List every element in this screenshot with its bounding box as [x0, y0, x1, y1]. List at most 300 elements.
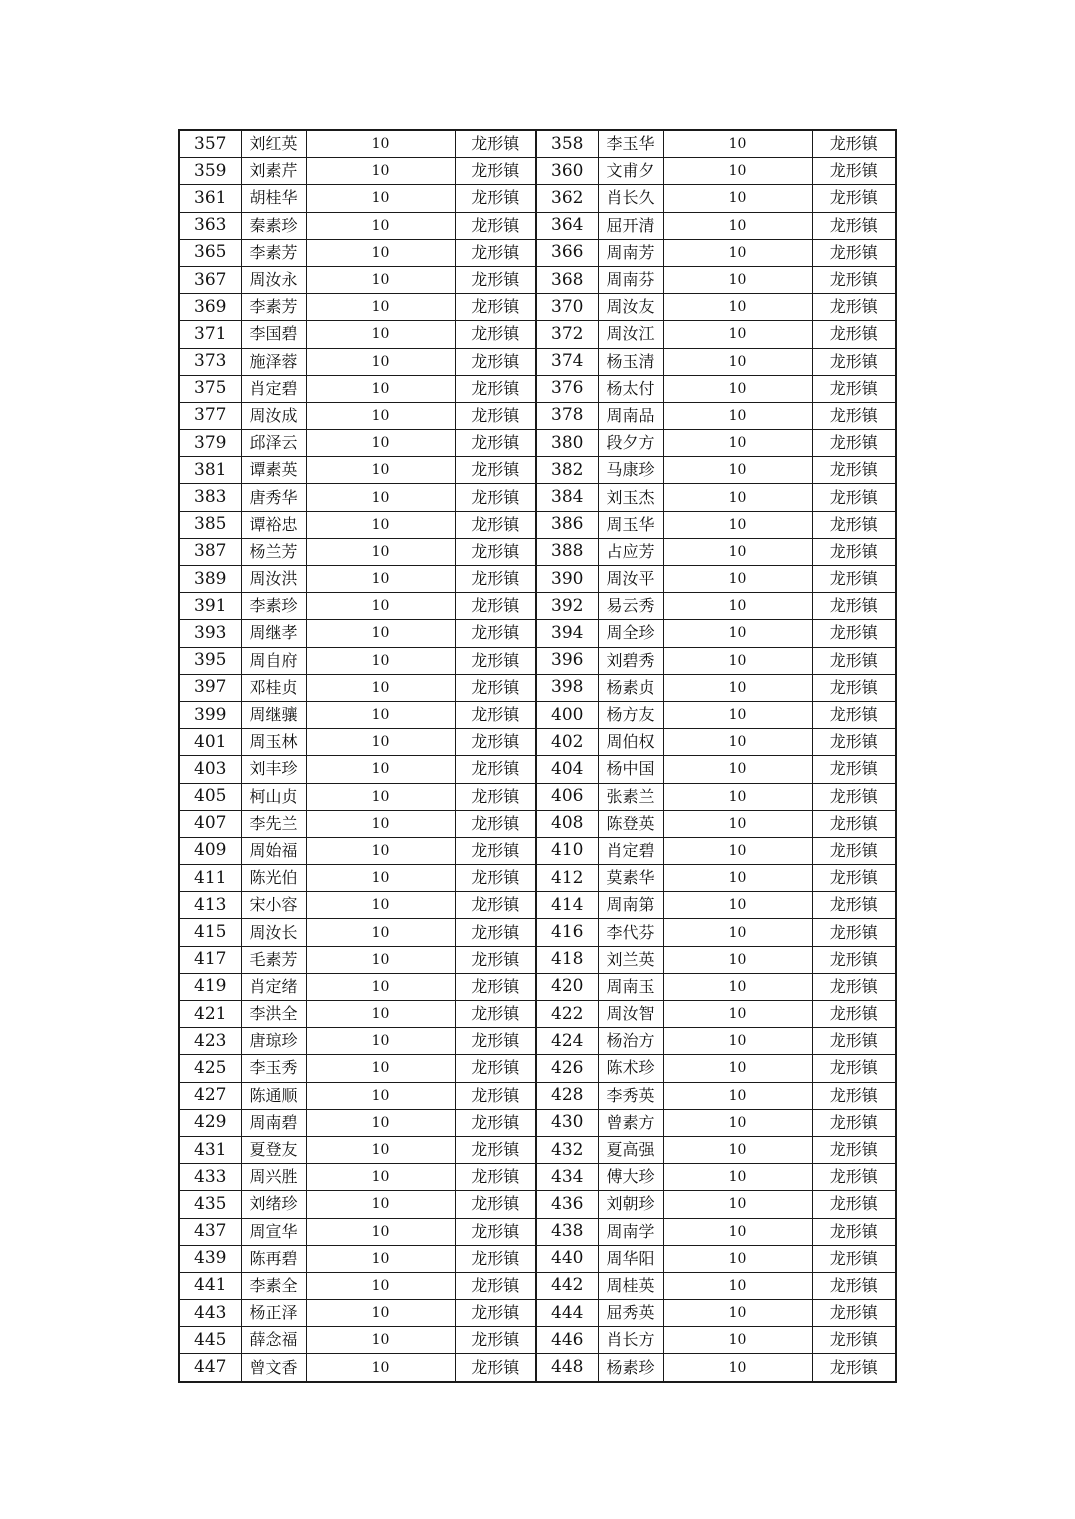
left-person-name-cell: 肖定碧 [241, 375, 306, 402]
left-amount-cell: 10 [306, 756, 455, 783]
left-town-name-cell: 龙形镇 [455, 294, 536, 321]
right-amount-cell: 10 [663, 185, 812, 212]
right-entry-number-cell: 432 [536, 1136, 598, 1163]
left-town-name-cell: 龙形镇 [455, 1109, 536, 1136]
right-entry-number-cell: 364 [536, 212, 598, 239]
left-entry-number-cell: 401 [179, 729, 241, 756]
left-person-name-cell: 毛素芳 [241, 946, 306, 973]
right-person-name-cell: 刘碧秀 [598, 647, 663, 674]
left-town-name-cell: 龙形镇 [455, 158, 536, 185]
right-entry-number-cell: 436 [536, 1191, 598, 1218]
right-town-name-cell: 龙形镇 [812, 1001, 896, 1028]
right-entry-number-cell: 428 [536, 1082, 598, 1109]
table-row [179, 647, 896, 674]
left-entry-number-cell: 365 [179, 239, 241, 266]
left-person-name-cell: 唐秀华 [241, 484, 306, 511]
left-person-name-cell: 谭素英 [241, 457, 306, 484]
right-town-name-cell: 龙形镇 [812, 837, 896, 864]
right-person-name-cell: 文甫夕 [598, 158, 663, 185]
right-person-name-cell: 周汝江 [598, 321, 663, 348]
left-amount-cell: 10 [306, 674, 455, 701]
right-entry-number-cell: 426 [536, 1055, 598, 1082]
left-town-name-cell: 龙形镇 [455, 892, 536, 919]
right-person-name-cell: 周南品 [598, 402, 663, 429]
right-amount-cell: 10 [663, 783, 812, 810]
right-amount-cell: 10 [663, 511, 812, 538]
right-amount-cell: 10 [663, 892, 812, 919]
left-person-name-cell: 李素珍 [241, 593, 306, 620]
right-entry-number-cell: 416 [536, 919, 598, 946]
left-town-name-cell: 龙形镇 [455, 1028, 536, 1055]
table-row [179, 212, 896, 239]
left-entry-number-cell: 403 [179, 756, 241, 783]
left-entry-number-cell: 439 [179, 1245, 241, 1272]
left-amount-cell: 10 [306, 484, 455, 511]
right-amount-cell: 10 [663, 1082, 812, 1109]
table-row [179, 973, 896, 1000]
table-row [179, 457, 896, 484]
left-entry-number-cell: 433 [179, 1164, 241, 1191]
right-town-name-cell: 龙形镇 [812, 321, 896, 348]
right-amount-cell: 10 [663, 402, 812, 429]
roster-body [179, 130, 896, 1382]
right-entry-number-cell: 412 [536, 865, 598, 892]
right-person-name-cell: 夏高强 [598, 1136, 663, 1163]
right-town-name-cell: 龙形镇 [812, 158, 896, 185]
right-entry-number-cell: 414 [536, 892, 598, 919]
left-person-name-cell: 周兴胜 [241, 1164, 306, 1191]
right-entry-number-cell: 360 [536, 158, 598, 185]
left-town-name-cell: 龙形镇 [455, 1136, 536, 1163]
left-person-name-cell: 周自府 [241, 647, 306, 674]
right-entry-number-cell: 392 [536, 593, 598, 620]
table-row [179, 1109, 896, 1136]
right-person-name-cell: 周全珍 [598, 620, 663, 647]
right-entry-number-cell: 382 [536, 457, 598, 484]
right-person-name-cell: 周华阳 [598, 1245, 663, 1272]
left-entry-number-cell: 431 [179, 1136, 241, 1163]
left-person-name-cell: 夏登友 [241, 1136, 306, 1163]
right-person-name-cell: 杨太付 [598, 375, 663, 402]
right-person-name-cell: 周伯权 [598, 729, 663, 756]
left-town-name-cell: 龙形镇 [455, 783, 536, 810]
right-amount-cell: 10 [663, 1164, 812, 1191]
left-entry-number-cell: 411 [179, 865, 241, 892]
table-row [179, 484, 896, 511]
left-town-name-cell: 龙形镇 [455, 1001, 536, 1028]
right-person-name-cell: 周汝平 [598, 566, 663, 593]
left-entry-number-cell: 441 [179, 1272, 241, 1299]
right-person-name-cell: 刘兰英 [598, 946, 663, 973]
table-row [179, 1245, 896, 1272]
table-row [179, 185, 896, 212]
left-amount-cell: 10 [306, 620, 455, 647]
left-entry-number-cell: 385 [179, 511, 241, 538]
left-town-name-cell: 龙形镇 [455, 538, 536, 565]
left-amount-cell: 10 [306, 1055, 455, 1082]
left-town-name-cell: 龙形镇 [455, 430, 536, 457]
left-town-name-cell: 龙形镇 [455, 457, 536, 484]
right-amount-cell: 10 [663, 1109, 812, 1136]
right-person-name-cell: 周南学 [598, 1218, 663, 1245]
right-town-name-cell: 龙形镇 [812, 783, 896, 810]
table-row [179, 375, 896, 402]
left-entry-number-cell: 377 [179, 402, 241, 429]
right-entry-number-cell: 442 [536, 1272, 598, 1299]
right-amount-cell: 10 [663, 837, 812, 864]
right-amount-cell: 10 [663, 321, 812, 348]
right-person-name-cell: 陈术珍 [598, 1055, 663, 1082]
left-amount-cell: 10 [306, 1300, 455, 1327]
table-row [179, 1136, 896, 1163]
right-person-name-cell: 杨方友 [598, 701, 663, 728]
left-amount-cell: 10 [306, 1109, 455, 1136]
left-entry-number-cell: 409 [179, 837, 241, 864]
left-person-name-cell: 周始福 [241, 837, 306, 864]
left-entry-number-cell: 443 [179, 1300, 241, 1327]
left-amount-cell: 10 [306, 1218, 455, 1245]
left-entry-number-cell: 381 [179, 457, 241, 484]
left-entry-number-cell: 435 [179, 1191, 241, 1218]
left-entry-number-cell: 419 [179, 973, 241, 1000]
left-town-name-cell: 龙形镇 [455, 865, 536, 892]
right-entry-number-cell: 434 [536, 1164, 598, 1191]
left-amount-cell: 10 [306, 430, 455, 457]
left-town-name-cell: 龙形镇 [455, 1082, 536, 1109]
table-row [179, 158, 896, 185]
left-person-name-cell: 周宣华 [241, 1218, 306, 1245]
right-amount-cell: 10 [663, 266, 812, 293]
left-town-name-cell: 龙形镇 [455, 837, 536, 864]
left-entry-number-cell: 417 [179, 946, 241, 973]
right-person-name-cell: 易云秀 [598, 593, 663, 620]
left-amount-cell: 10 [306, 837, 455, 864]
left-person-name-cell: 陈光伯 [241, 865, 306, 892]
left-town-name-cell: 龙形镇 [455, 810, 536, 837]
left-amount-cell: 10 [306, 701, 455, 728]
right-person-name-cell: 傅大珍 [598, 1164, 663, 1191]
right-town-name-cell: 龙形镇 [812, 212, 896, 239]
left-town-name-cell: 龙形镇 [455, 1218, 536, 1245]
left-person-name-cell: 李素芳 [241, 239, 306, 266]
left-person-name-cell: 柯山贞 [241, 783, 306, 810]
right-town-name-cell: 龙形镇 [812, 701, 896, 728]
right-town-name-cell: 龙形镇 [812, 756, 896, 783]
right-town-name-cell: 龙形镇 [812, 375, 896, 402]
left-amount-cell: 10 [306, 321, 455, 348]
table-row [179, 1001, 896, 1028]
left-person-name-cell: 施泽蓉 [241, 348, 306, 375]
table-row [179, 1191, 896, 1218]
left-town-name-cell: 龙形镇 [455, 266, 536, 293]
table-row [179, 892, 896, 919]
right-amount-cell: 10 [663, 566, 812, 593]
left-town-name-cell: 龙形镇 [455, 484, 536, 511]
right-town-name-cell: 龙形镇 [812, 484, 896, 511]
left-town-name-cell: 龙形镇 [455, 973, 536, 1000]
left-amount-cell: 10 [306, 1354, 455, 1382]
right-entry-number-cell: 408 [536, 810, 598, 837]
left-town-name-cell: 龙形镇 [455, 946, 536, 973]
right-amount-cell: 10 [663, 593, 812, 620]
right-town-name-cell: 龙形镇 [812, 130, 896, 158]
right-entry-number-cell: 404 [536, 756, 598, 783]
right-person-name-cell: 段夕方 [598, 430, 663, 457]
right-town-name-cell: 龙形镇 [812, 1354, 896, 1382]
right-person-name-cell: 刘朝珍 [598, 1191, 663, 1218]
right-amount-cell: 10 [663, 457, 812, 484]
right-person-name-cell: 杨中国 [598, 756, 663, 783]
right-town-name-cell: 龙形镇 [812, 946, 896, 973]
left-town-name-cell: 龙形镇 [455, 239, 536, 266]
left-entry-number-cell: 397 [179, 674, 241, 701]
right-entry-number-cell: 402 [536, 729, 598, 756]
left-person-name-cell: 谭裕忠 [241, 511, 306, 538]
left-person-name-cell: 周汝永 [241, 266, 306, 293]
left-town-name-cell: 龙形镇 [455, 130, 536, 158]
left-town-name-cell: 龙形镇 [455, 348, 536, 375]
left-amount-cell: 10 [306, 1245, 455, 1272]
right-town-name-cell: 龙形镇 [812, 1082, 896, 1109]
right-amount-cell: 10 [663, 865, 812, 892]
left-town-name-cell: 龙形镇 [455, 185, 536, 212]
left-entry-number-cell: 407 [179, 810, 241, 837]
table-row [179, 919, 896, 946]
left-entry-number-cell: 425 [179, 1055, 241, 1082]
right-town-name-cell: 龙形镇 [812, 729, 896, 756]
left-town-name-cell: 龙形镇 [455, 1272, 536, 1299]
right-amount-cell: 10 [663, 1191, 812, 1218]
right-town-name-cell: 龙形镇 [812, 348, 896, 375]
right-town-name-cell: 龙形镇 [812, 620, 896, 647]
left-person-name-cell: 周汝长 [241, 919, 306, 946]
right-amount-cell: 10 [663, 1245, 812, 1272]
right-entry-number-cell: 406 [536, 783, 598, 810]
table-row [179, 511, 896, 538]
left-amount-cell: 10 [306, 212, 455, 239]
right-person-name-cell: 李代芬 [598, 919, 663, 946]
right-person-name-cell: 周汝友 [598, 294, 663, 321]
left-person-name-cell: 周汝洪 [241, 566, 306, 593]
right-person-name-cell: 周南芳 [598, 239, 663, 266]
right-amount-cell: 10 [663, 294, 812, 321]
right-town-name-cell: 龙形镇 [812, 457, 896, 484]
right-entry-number-cell: 396 [536, 647, 598, 674]
left-amount-cell: 10 [306, 348, 455, 375]
roster-table [178, 129, 897, 1383]
right-entry-number-cell: 398 [536, 674, 598, 701]
left-town-name-cell: 龙形镇 [455, 1354, 536, 1382]
right-town-name-cell: 龙形镇 [812, 294, 896, 321]
left-entry-number-cell: 445 [179, 1327, 241, 1354]
right-amount-cell: 10 [663, 239, 812, 266]
left-person-name-cell: 刘红英 [241, 130, 306, 158]
left-amount-cell: 10 [306, 1136, 455, 1163]
right-person-name-cell: 周南玉 [598, 973, 663, 1000]
left-entry-number-cell: 361 [179, 185, 241, 212]
left-amount-cell: 10 [306, 946, 455, 973]
right-person-name-cell: 肖定碧 [598, 837, 663, 864]
right-amount-cell: 10 [663, 647, 812, 674]
left-amount-cell: 10 [306, 1082, 455, 1109]
right-town-name-cell: 龙形镇 [812, 892, 896, 919]
left-town-name-cell: 龙形镇 [455, 321, 536, 348]
left-person-name-cell: 宋小容 [241, 892, 306, 919]
left-entry-number-cell: 367 [179, 266, 241, 293]
left-amount-cell: 10 [306, 402, 455, 429]
right-amount-cell: 10 [663, 620, 812, 647]
left-entry-number-cell: 379 [179, 430, 241, 457]
table-row [179, 946, 896, 973]
right-person-name-cell: 陈登英 [598, 810, 663, 837]
left-entry-number-cell: 395 [179, 647, 241, 674]
right-entry-number-cell: 362 [536, 185, 598, 212]
right-person-name-cell: 周玉华 [598, 511, 663, 538]
right-entry-number-cell: 400 [536, 701, 598, 728]
left-amount-cell: 10 [306, 185, 455, 212]
left-town-name-cell: 龙形镇 [455, 1327, 536, 1354]
table-row [179, 266, 896, 293]
table-row [179, 756, 896, 783]
left-entry-number-cell: 399 [179, 701, 241, 728]
right-entry-number-cell: 438 [536, 1218, 598, 1245]
right-entry-number-cell: 366 [536, 239, 598, 266]
left-person-name-cell: 刘素芹 [241, 158, 306, 185]
right-person-name-cell: 曾素方 [598, 1109, 663, 1136]
table-row [179, 783, 896, 810]
left-town-name-cell: 龙形镇 [455, 756, 536, 783]
left-amount-cell: 10 [306, 810, 455, 837]
right-entry-number-cell: 418 [536, 946, 598, 973]
left-amount-cell: 10 [306, 538, 455, 565]
table-row [179, 402, 896, 429]
left-entry-number-cell: 387 [179, 538, 241, 565]
left-person-name-cell: 刘绪珍 [241, 1191, 306, 1218]
left-town-name-cell: 龙形镇 [455, 729, 536, 756]
left-amount-cell: 10 [306, 865, 455, 892]
table-row [179, 321, 896, 348]
left-amount-cell: 10 [306, 1001, 455, 1028]
left-entry-number-cell: 405 [179, 783, 241, 810]
right-town-name-cell: 龙形镇 [812, 1136, 896, 1163]
left-entry-number-cell: 359 [179, 158, 241, 185]
left-amount-cell: 10 [306, 294, 455, 321]
left-amount-cell: 10 [306, 375, 455, 402]
left-town-name-cell: 龙形镇 [455, 375, 536, 402]
table-row [179, 865, 896, 892]
left-town-name-cell: 龙形镇 [455, 620, 536, 647]
left-person-name-cell: 薛念福 [241, 1327, 306, 1354]
table-row [179, 674, 896, 701]
left-entry-number-cell: 429 [179, 1109, 241, 1136]
right-entry-number-cell: 422 [536, 1001, 598, 1028]
right-town-name-cell: 龙形镇 [812, 1028, 896, 1055]
left-amount-cell: 10 [306, 1272, 455, 1299]
right-person-name-cell: 马康珍 [598, 457, 663, 484]
right-town-name-cell: 龙形镇 [812, 511, 896, 538]
left-person-name-cell: 李玉秀 [241, 1055, 306, 1082]
right-entry-number-cell: 368 [536, 266, 598, 293]
left-amount-cell: 10 [306, 1327, 455, 1354]
right-entry-number-cell: 380 [536, 430, 598, 457]
right-person-name-cell: 周汝智 [598, 1001, 663, 1028]
right-town-name-cell: 龙形镇 [812, 538, 896, 565]
right-amount-cell: 10 [663, 1136, 812, 1163]
left-amount-cell: 10 [306, 1164, 455, 1191]
left-person-name-cell: 刘丰珍 [241, 756, 306, 783]
left-person-name-cell: 邱泽云 [241, 430, 306, 457]
right-entry-number-cell: 374 [536, 348, 598, 375]
right-town-name-cell: 龙形镇 [812, 185, 896, 212]
right-person-name-cell: 李秀英 [598, 1082, 663, 1109]
left-person-name-cell: 周继骧 [241, 701, 306, 728]
left-person-name-cell: 秦素珍 [241, 212, 306, 239]
right-person-name-cell: 周南芬 [598, 266, 663, 293]
right-town-name-cell: 龙形镇 [812, 1327, 896, 1354]
left-town-name-cell: 龙形镇 [455, 402, 536, 429]
left-amount-cell: 10 [306, 647, 455, 674]
left-person-name-cell: 周继孝 [241, 620, 306, 647]
right-amount-cell: 10 [663, 919, 812, 946]
left-town-name-cell: 龙形镇 [455, 1055, 536, 1082]
left-entry-number-cell: 393 [179, 620, 241, 647]
table-row [179, 701, 896, 728]
right-amount-cell: 10 [663, 348, 812, 375]
left-town-name-cell: 龙形镇 [455, 593, 536, 620]
left-town-name-cell: 龙形镇 [455, 212, 536, 239]
right-town-name-cell: 龙形镇 [812, 402, 896, 429]
right-amount-cell: 10 [663, 1354, 812, 1382]
right-amount-cell: 10 [663, 130, 812, 158]
left-person-name-cell: 邓桂贞 [241, 674, 306, 701]
right-person-name-cell: 杨玉清 [598, 348, 663, 375]
right-entry-number-cell: 378 [536, 402, 598, 429]
left-town-name-cell: 龙形镇 [455, 919, 536, 946]
left-person-name-cell: 李洪全 [241, 1001, 306, 1028]
table-row [179, 1354, 896, 1382]
right-amount-cell: 10 [663, 756, 812, 783]
right-amount-cell: 10 [663, 430, 812, 457]
right-amount-cell: 10 [663, 674, 812, 701]
right-person-name-cell: 周南第 [598, 892, 663, 919]
left-entry-number-cell: 421 [179, 1001, 241, 1028]
left-entry-number-cell: 427 [179, 1082, 241, 1109]
left-entry-number-cell: 415 [179, 919, 241, 946]
left-town-name-cell: 龙形镇 [455, 566, 536, 593]
left-person-name-cell: 杨正泽 [241, 1300, 306, 1327]
left-entry-number-cell: 383 [179, 484, 241, 511]
right-town-name-cell: 龙形镇 [812, 1218, 896, 1245]
left-amount-cell: 10 [306, 593, 455, 620]
right-person-name-cell: 莫素华 [598, 865, 663, 892]
right-entry-number-cell: 444 [536, 1300, 598, 1327]
right-town-name-cell: 龙形镇 [812, 566, 896, 593]
right-town-name-cell: 龙形镇 [812, 266, 896, 293]
right-person-name-cell: 杨治方 [598, 1028, 663, 1055]
left-person-name-cell: 李国碧 [241, 321, 306, 348]
left-person-name-cell: 周汝成 [241, 402, 306, 429]
table-row [179, 430, 896, 457]
right-entry-number-cell: 358 [536, 130, 598, 158]
table-row [179, 1218, 896, 1245]
right-town-name-cell: 龙形镇 [812, 1109, 896, 1136]
right-person-name-cell: 杨素珍 [598, 1354, 663, 1382]
left-town-name-cell: 龙形镇 [455, 674, 536, 701]
right-town-name-cell: 龙形镇 [812, 430, 896, 457]
left-amount-cell: 10 [306, 1191, 455, 1218]
left-person-name-cell: 曾文香 [241, 1354, 306, 1382]
right-amount-cell: 10 [663, 1272, 812, 1299]
